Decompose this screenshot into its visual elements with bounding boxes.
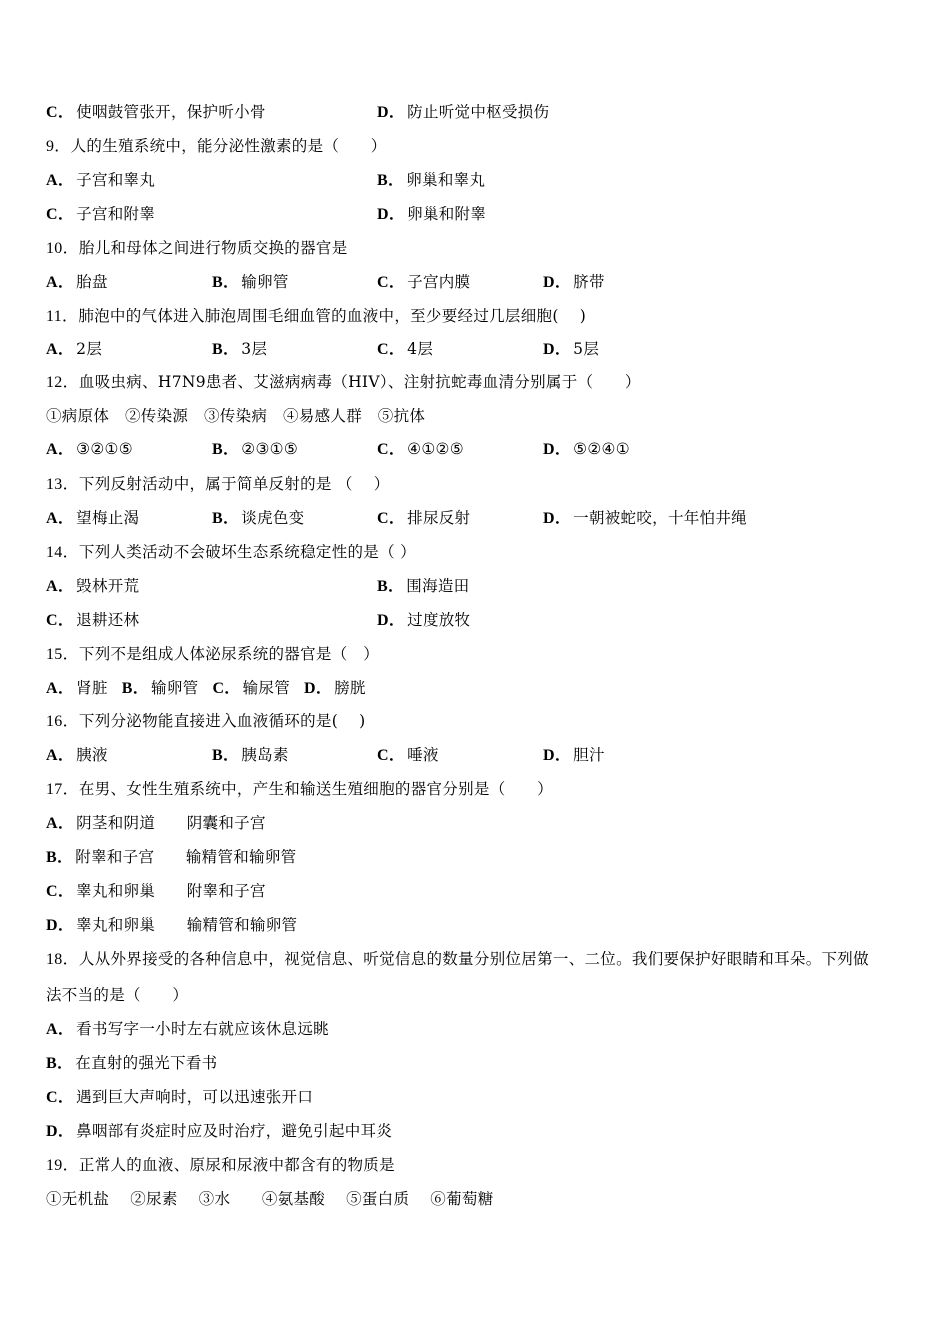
answer-option	[46, 100, 266, 125]
option-key: A．	[46, 578, 75, 595]
option-text: 看书写字一小时左右就应该休息远眺	[76, 1020, 329, 1038]
answer-option	[377, 437, 464, 462]
option-key: C．	[377, 747, 406, 764]
option-text: 胰液	[76, 746, 108, 764]
question-number: 16．	[46, 713, 79, 730]
option-text: 卵巢和睾丸	[406, 171, 486, 189]
option-key: C．	[46, 104, 75, 121]
option-text: 一朝被蛇咬，十年怕井绳	[573, 509, 747, 527]
option-key: A．	[46, 510, 75, 527]
answer-option	[46, 811, 266, 836]
option-key: C．	[212, 680, 241, 697]
option-text: 睾丸和卵巢 附睾和子宫	[76, 882, 266, 900]
question-number: 9．	[46, 138, 71, 155]
options-row	[46, 743, 926, 767]
option-text: 输尿管	[242, 679, 291, 697]
option-text: 胰岛素	[241, 746, 289, 764]
question-stem	[46, 540, 416, 564]
options-row	[46, 337, 926, 361]
question-number: 11．	[46, 308, 79, 325]
option-key: D．	[543, 510, 572, 527]
question-stem	[46, 642, 379, 666]
options-row	[46, 506, 926, 530]
options-row	[46, 574, 926, 598]
options-row	[46, 845, 926, 869]
option-key: A．	[46, 274, 75, 291]
option-key: B．	[46, 849, 74, 866]
option-key: A．	[46, 172, 75, 189]
answer-option	[304, 676, 366, 701]
options-row	[46, 608, 926, 632]
answer-option	[377, 608, 470, 633]
text-line: 法不当的是（ ）	[46, 986, 189, 1004]
answer-option	[543, 743, 605, 768]
options-row	[46, 913, 926, 937]
option-text: ④①②⑤	[407, 440, 464, 458]
option-text: 退耕还林	[76, 611, 140, 629]
question-number: 10．	[46, 240, 79, 257]
text-line: ①无机盐 ②尿素 ③水 ④氨基酸 ⑤蛋白质 ⑥葡萄糖	[46, 1190, 494, 1208]
option-key: A．	[46, 441, 75, 458]
option-text: 2层	[76, 340, 103, 358]
option-key: C．	[46, 206, 75, 223]
option-key: D．	[543, 341, 572, 358]
question-text: 胎儿和母体之间进行物质交换的器官是	[78, 239, 348, 257]
option-key: B．	[212, 441, 240, 458]
option-text: 在直射的强光下看书	[75, 1054, 218, 1072]
question-text: 人从外界接受的各种信息中，视觉信息、听觉信息的数量分别位居第一、二位。我们要保护好眼睛和耳朵。下列做	[78, 950, 869, 968]
option-text: 肾脏	[76, 679, 108, 697]
option-text: 使咽鼓管张开，保护听小骨	[76, 103, 266, 121]
option-key: D．	[543, 274, 572, 291]
option-text: 唾液	[407, 746, 439, 764]
answer-option	[212, 743, 289, 768]
option-text: 过度放牧	[407, 611, 471, 629]
option-key: C．	[377, 341, 406, 358]
answer-option	[46, 676, 108, 701]
option-text: ③②①⑤	[76, 440, 133, 458]
question-text: 下列不是组成人体泌尿系统的器官是（ ）	[78, 645, 380, 663]
question-text: 肺泡中的气体进入肺泡周围毛细血管的血液中，至少要经过几层细胞( )	[78, 307, 587, 325]
option-text: 脐带	[573, 273, 605, 291]
answer-option	[543, 337, 599, 362]
answer-option	[46, 913, 297, 938]
options-row	[46, 1085, 926, 1109]
answer-option	[46, 270, 108, 295]
answer-option	[46, 608, 139, 633]
option-text: 4层	[407, 340, 434, 358]
option-key: C．	[46, 612, 75, 629]
option-text: 胆汁	[573, 746, 605, 764]
option-key: D．	[543, 441, 572, 458]
question-stem	[46, 370, 641, 394]
question-stem	[46, 134, 387, 158]
option-key: C．	[377, 441, 406, 458]
answer-option	[212, 337, 267, 362]
options-row	[46, 676, 926, 700]
option-key: B．	[212, 274, 240, 291]
option-text: 子宫内膜	[407, 273, 471, 291]
text-line: ①病原体 ②传染源 ③传染病 ④易感人群 ⑤抗体	[46, 407, 426, 425]
option-text: 子宫和附睾	[76, 205, 156, 223]
option-text: 睾丸和卵巢 输精管和输卵管	[76, 916, 298, 934]
answer-option	[46, 506, 139, 531]
option-text: 遇到巨大声响时，可以迅速张开口	[76, 1088, 314, 1106]
option-text: 输卵管	[241, 273, 289, 291]
option-key: D．	[377, 104, 406, 121]
answer-option	[377, 574, 469, 599]
answer-option	[46, 1085, 313, 1110]
option-key: D．	[46, 917, 75, 934]
option-key: D．	[543, 747, 572, 764]
question-text: 下列人类活动不会破坏生态系统稳定性的是（ ）	[78, 543, 416, 561]
option-key: B．	[377, 172, 405, 189]
question-number: 15．	[46, 646, 79, 663]
answer-option	[377, 168, 485, 193]
option-text: 毁林开荒	[76, 577, 140, 595]
question-number: 12．	[46, 374, 79, 391]
option-key: A．	[46, 747, 75, 764]
question-number: 19．	[46, 1157, 79, 1174]
option-text: 防止听觉中枢受损伤	[407, 103, 550, 121]
answer-option	[46, 168, 155, 193]
answer-option	[377, 100, 549, 125]
answer-option	[46, 1051, 217, 1076]
option-text: 望梅止渴	[76, 509, 140, 527]
answer-option	[543, 270, 605, 295]
options-row	[46, 202, 926, 226]
answer-option	[377, 337, 433, 362]
option-key: A．	[46, 1021, 75, 1038]
option-text: 输卵管	[151, 679, 199, 697]
option-key: A．	[46, 341, 75, 358]
question-text: 血吸虫病、H7N9患者、艾滋病病毒（HIV）、注射抗蛇毒血清分别属于（ ）	[78, 373, 641, 391]
options-row	[46, 1017, 926, 1041]
question-number: 17．	[46, 781, 79, 798]
answer-option	[46, 845, 296, 870]
answer-option	[46, 337, 102, 362]
answer-option	[212, 437, 298, 462]
question-stem	[46, 236, 348, 260]
answer-option	[46, 437, 133, 462]
question-stem	[46, 777, 553, 801]
options-row	[46, 100, 926, 124]
option-text: 排尿反射	[407, 509, 471, 527]
option-key: C．	[46, 883, 75, 900]
answer-option	[377, 270, 470, 295]
answer-option	[46, 879, 266, 904]
answer-option	[212, 676, 290, 701]
option-text: 谈虎色变	[241, 509, 305, 527]
question-stem	[46, 947, 869, 971]
question-number: 14．	[46, 544, 79, 561]
option-key: D．	[377, 206, 406, 223]
option-text: 阴茎和阴道 阴囊和子宫	[76, 814, 266, 832]
option-key: D．	[46, 1123, 75, 1140]
option-text: ②③①⑤	[241, 440, 299, 458]
option-text: 膀胱	[334, 679, 366, 697]
question-text: 人的生殖系统中，能分泌性激素的是（ ）	[70, 137, 387, 155]
answer-option	[46, 1119, 392, 1144]
answer-option	[377, 743, 439, 768]
options-row	[46, 270, 926, 294]
option-text: 3层	[241, 340, 268, 358]
question-text: 下列反射活动中，属于简单反射的是 （ ）	[78, 475, 390, 493]
options-row	[46, 811, 926, 835]
answer-option	[543, 506, 747, 531]
question-number: 18．	[46, 951, 79, 968]
option-text: 5层	[573, 340, 600, 358]
option-text: 围海造田	[406, 577, 470, 595]
answer-option	[46, 574, 139, 599]
option-key: B．	[46, 1055, 74, 1072]
option-text: ⑤②④①	[573, 440, 630, 458]
option-key: C．	[46, 1089, 75, 1106]
option-key: C．	[377, 510, 406, 527]
option-key: D．	[304, 680, 333, 697]
question-number: 13．	[46, 476, 79, 493]
option-key: B．	[121, 680, 150, 697]
option-text: 胎盘	[76, 273, 108, 291]
option-text: 子宫和睾丸	[76, 171, 156, 189]
option-key: A．	[46, 815, 75, 832]
question-text: 正常人的血液、原尿和尿液中都含有的物质是	[78, 1156, 395, 1174]
option-text: 鼻咽部有炎症时应及时治疗，避免引起中耳炎	[76, 1122, 393, 1140]
option-key: D．	[377, 612, 406, 629]
question-stem	[46, 709, 365, 733]
options-row	[46, 1051, 926, 1075]
option-text: 卵巢和附睾	[407, 205, 487, 223]
option-key: C．	[377, 274, 406, 291]
answer-option	[377, 202, 486, 227]
question-text: 下列分泌物能直接进入血液循环的是( )	[78, 712, 366, 730]
option-key: B．	[377, 578, 405, 595]
question-text: 在男、女性生殖系统中，产生和输送生殖细胞的器官分别是（ ）	[78, 780, 553, 798]
answer-option	[122, 676, 199, 701]
question-stem	[46, 472, 390, 496]
answer-option	[212, 270, 289, 295]
option-text: 附睾和子宫 输精管和输卵管	[75, 848, 297, 866]
answer-option	[46, 1017, 329, 1042]
answer-option	[46, 202, 155, 227]
option-key: A．	[46, 680, 75, 697]
options-row	[46, 879, 926, 903]
option-key: B．	[212, 510, 240, 527]
answer-option	[212, 506, 304, 531]
option-key: B．	[212, 747, 240, 764]
answer-option	[543, 437, 630, 462]
options-row	[46, 1119, 926, 1143]
question-stem	[46, 1153, 395, 1177]
option-key: B．	[212, 341, 240, 358]
options-row	[46, 168, 926, 192]
answer-option	[46, 743, 108, 768]
question-stem	[46, 304, 586, 328]
options-row	[46, 437, 926, 461]
answer-option	[377, 506, 470, 531]
